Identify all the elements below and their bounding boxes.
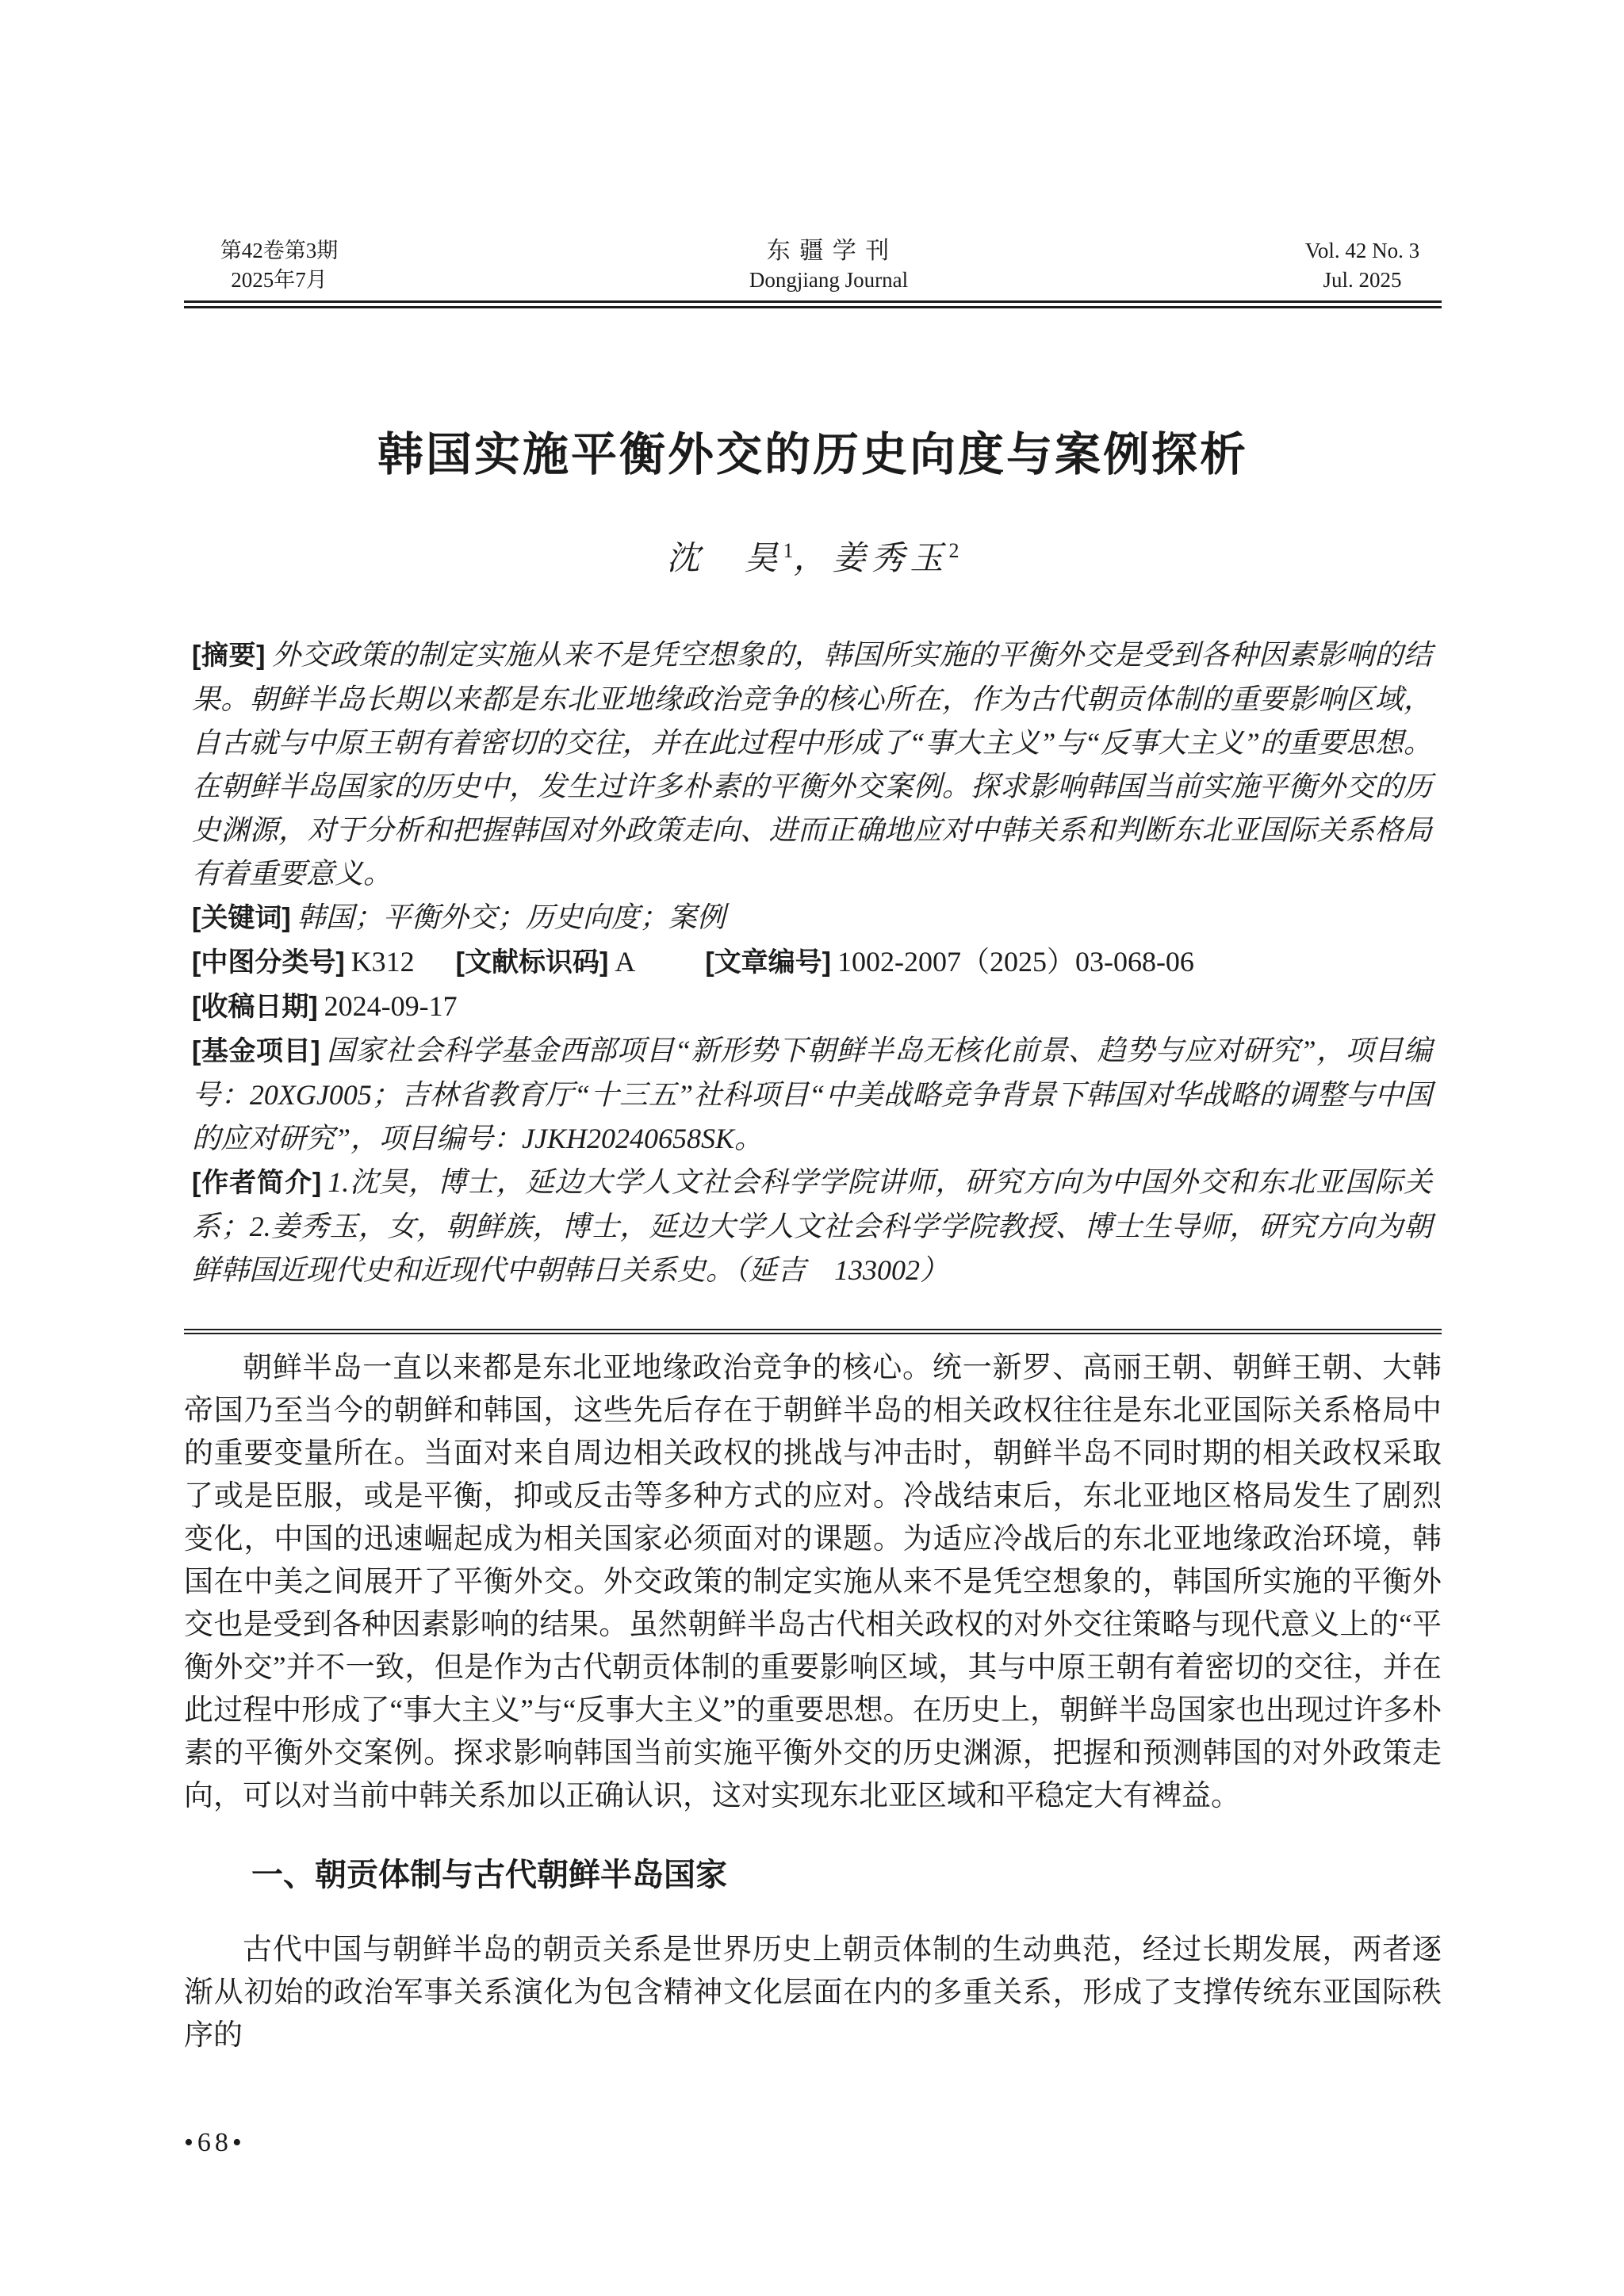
- keywords-label: [关键词]: [192, 903, 291, 933]
- section-1-heading: 一、朝贡体制与古代朝鲜半岛国家: [251, 1858, 727, 1892]
- meta-body-divider: [184, 1329, 1442, 1334]
- journal-name-en: Dongjiang Journal: [749, 268, 909, 292]
- masthead-double-rule: [184, 300, 1442, 308]
- article-id-value: 1002-2007（2025）03-068-06: [837, 946, 1194, 978]
- masthead-right: [1283, 236, 1442, 295]
- body-paragraph-2: 古代中国与朝鲜半岛的朝贡关系是世界历史上朝贡体制的生动典范，经过长期发展，两者逐渐从初始的政治军事关系演化为包含精神文化层面在内的多重关系，形成了支撑传统东亚国际秩序的: [184, 1934, 1442, 2052]
- article-body: [184, 1347, 1442, 2057]
- date-en: Jul. 2025: [1323, 268, 1402, 292]
- doc-code-value: A: [615, 946, 636, 978]
- fund-label: [基金项目]: [192, 1036, 320, 1066]
- author-1-superscript: 1: [783, 539, 794, 562]
- clc-label: [中图分类号]: [192, 947, 345, 978]
- classification-line: [192, 940, 1432, 985]
- article-id-label: [文章编号]: [705, 947, 831, 978]
- received-date-line: [192, 985, 1432, 1029]
- received-label: [收稿日期]: [192, 992, 318, 1022]
- author-2-superscript: 2: [948, 539, 959, 562]
- fund-paragraph: [192, 1029, 1432, 1161]
- author-bio-paragraph: [192, 1161, 1432, 1292]
- page-number: •68•: [184, 2128, 246, 2157]
- abstract-text: 外交政策的制定实施从来不是凭空想象的，韩国所实施的平衡外交是受到各种因素影响的结果。朝鲜半岛长期以来都是东北亚地缘政治竞争的核心所在，作为古代朝贡体制的重要影响区域，自古就与中原王朝有着密切的交往，并在此过程中形成了“事大主义”与“反事大主义”的重要思想。在朝鲜半岛国家的历史中，发生过许多朴素的平衡外交案例。探求影响韩国当前实施平衡外交的历史渊源，对于分析和把握韩国对外政策走向、进而正确地应对中韩关系和判断东北亚国际关系格局有着重要意义。: [192, 639, 1432, 890]
- journal-masthead: [184, 236, 1442, 295]
- article-title: 韩国实施平衡外交的历史向度与案例探析: [377, 429, 1248, 480]
- article-meta-block: [192, 633, 1432, 1292]
- volume-issue-en: Vol. 42 No. 3: [1304, 239, 1420, 262]
- keywords-line: [192, 896, 1432, 940]
- page-content: [184, 236, 1442, 2057]
- author-2-name: 姜秀玉: [832, 541, 949, 577]
- author-1-name: 沈 昊: [666, 541, 783, 577]
- abstract-paragraph: [192, 633, 1432, 896]
- received-value: 2024-09-17: [324, 990, 458, 1022]
- bio-text: 1.沈昊，博士，延边大学人文社会科学学院讲师，研究方向为中国外交和东北亚国际关系；2.姜秀玉，女，朝鲜族，博士，延边大学人文社会科学学院教授、博士生导师，研究方向为朝鲜韩国近现代史和近现代中朝韩日关系史。（延吉 133002）: [192, 1166, 1432, 1286]
- masthead-center: [749, 236, 908, 295]
- fund-text: 国家社会科学基金西部项目“新形势下朝鲜半岛无核化前景、趋势与应对研究”，项目编号：20XGJ005；吉林省教育厅“十三五”社科项目“中美战略竞争背景下韩国对华战略的调整与中国的应对研究”，项目编号：JJKH20240658SK。: [192, 1035, 1432, 1154]
- volume-issue-cn: 第42卷第3期: [220, 239, 339, 262]
- keywords-text: 韩国；平衡外交；历史向度；案例: [297, 901, 726, 933]
- bio-label: [作者简介]: [192, 1168, 322, 1198]
- masthead-left: [184, 236, 374, 295]
- abstract-label: [摘要]: [192, 641, 266, 671]
- doc-code-label: [文献标识码]: [455, 947, 609, 978]
- body-paragraph-1: 朝鲜半岛一直以来都是东北亚地缘政治竞争的核心。统一新罗、高丽王朝、朝鲜王朝、大韩帝国乃至当今的朝鲜和韩国，这些先后存在于朝鲜半岛的相关政权往往是东北亚国际关系格局中的重要变量所在。当面对来自周边相关政权的挑战与冲击时，朝鲜半岛不同时期的相关政权采取了或是臣服，或是平衡，抑或反击等多种方式的应对。冷战结束后，东北亚地区格局发生了剧烈变化，中国的迅速崛起成为相关国家必须面对的课题。为适应冷战后的东北亚地缘政治环境，韩国在中美之间展开了平衡外交。外交政策的制定实施从来不是凭空想象的，韩国所实施的平衡外交也是受到各种因素影响的结果。虽然朝鲜半岛古代相关政权的对外交往策略与现代意义上的“平衡外交”并不一致，但是作为古代朝贡体制的重要影响区域，其与中原王朝有着密切的交往，并在此过程中形成了“事大主义”与“反事大主义”的重要思想。在历史上，朝鲜半岛国家也出现过许多朴素的平衡外交案例。探求影响韩国当前实施平衡外交的历史渊源，把握和预测韩国的对外政策走向，可以对当前中韩关系加以正确认识，这对实现东北亚区域和平稳定大有裨益。: [184, 1352, 1442, 1812]
- clc-value: K312: [350, 946, 415, 978]
- date-cn: 2025年7月: [231, 268, 327, 292]
- author-separator: ，: [793, 541, 833, 577]
- author-line: [184, 529, 1442, 581]
- journal-name-cn: 东 疆 学 刊: [766, 238, 891, 264]
